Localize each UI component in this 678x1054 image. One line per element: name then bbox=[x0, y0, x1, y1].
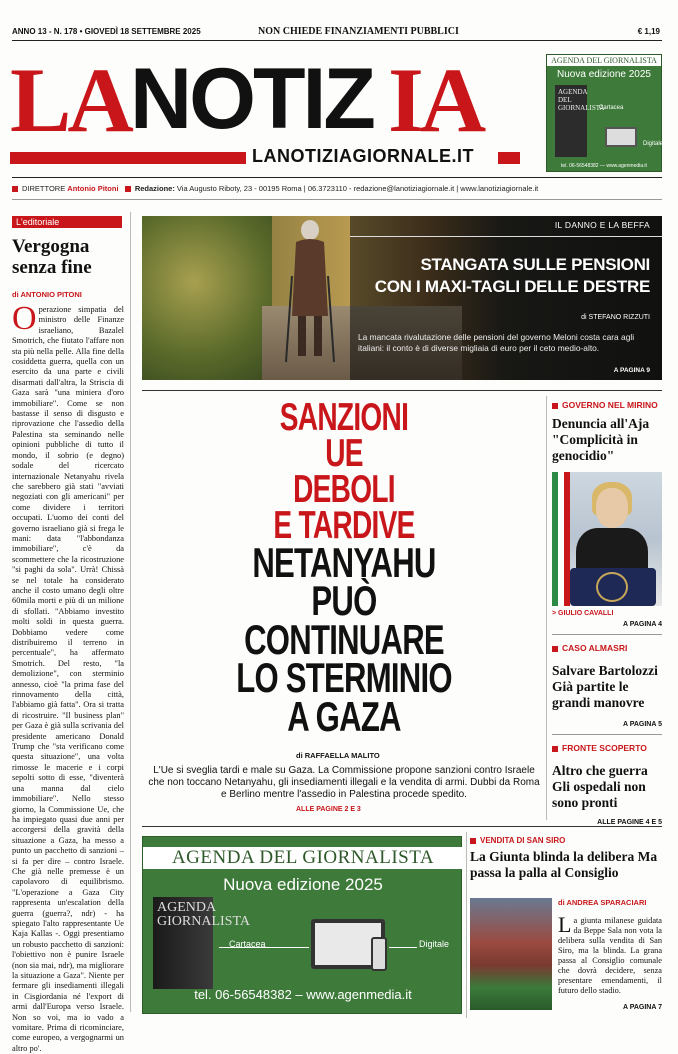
editorial-byline: di ANTONIO PITONI bbox=[12, 290, 82, 299]
editorial-dropcap: O bbox=[12, 300, 37, 337]
right-title-3[interactable]: Altro che guerra Gli ospedali non sono pronti bbox=[552, 763, 648, 810]
right-page-1: A PAGINA 4 bbox=[622, 621, 662, 628]
lead-rule bbox=[142, 390, 662, 391]
italian-flag-image bbox=[552, 472, 570, 606]
right-tag-1: GOVERNO NEL MIRINO bbox=[552, 400, 662, 410]
elderly-woman-image bbox=[282, 216, 338, 366]
ad-bottom-label-digital: Digitale bbox=[419, 939, 450, 949]
lead-title-line1: STANGATA SULLE PENSIONI bbox=[420, 255, 650, 274]
bottom-rule bbox=[142, 826, 662, 827]
sansiro-title[interactable]: La Giunta blinda la delibera Ma passa la palla al Consiglio bbox=[470, 849, 658, 880]
sansiro-tag: VENDITA DI SAN SIRO bbox=[470, 836, 662, 845]
ad-bottom-title: AGENDA DEL GIORNALISTA bbox=[143, 847, 463, 869]
seal-icon bbox=[596, 572, 628, 602]
ad-device-image bbox=[605, 127, 637, 147]
ad-bottom-book-image: AGENDA GIORNALISTA bbox=[153, 897, 213, 989]
ad-edition: Nuova edizione 2025 bbox=[557, 69, 651, 80]
lead-title-line2: CON I MAXI-TAGLI DELLE DESTRE bbox=[374, 277, 650, 296]
headline-red-1: SANZIONI bbox=[279, 396, 409, 439]
right-title-1[interactable]: Denuncia all'Aja "Complicità in genocidio" bbox=[552, 416, 650, 463]
right-column bbox=[552, 400, 662, 826]
info-rule bbox=[12, 199, 662, 200]
ad-agenda-bottom[interactable] bbox=[142, 836, 462, 1014]
info-bar bbox=[12, 184, 538, 193]
masthead-red-bar-end bbox=[498, 152, 520, 164]
ad-agenda-top[interactable] bbox=[546, 54, 662, 172]
main-page-ref: ALLE PAGINE 2 E 3 bbox=[296, 806, 361, 813]
lead-summary: La mancata rivalutazione delle pensioni del governo Meloni costa cara agli italiani: il conto è di diverse migliaia di euro per il ceto medio-alto. bbox=[358, 332, 635, 353]
square-icon bbox=[470, 838, 476, 844]
slogan: NON CHIEDE FINANZIAMENTI PUBBLICI bbox=[258, 26, 459, 37]
editorial-tag: L'editoriale bbox=[12, 216, 122, 228]
headline-black-4: LO STERMINIO bbox=[236, 654, 452, 702]
editorial-title[interactable]: Vergogna senza fine bbox=[12, 236, 92, 278]
ad-title: AGENDA DEL GIORNALISTA bbox=[547, 55, 661, 66]
headline-red-4: E TARDIVE bbox=[273, 503, 415, 547]
square-icon bbox=[552, 746, 558, 752]
masthead-red-bar bbox=[10, 152, 246, 164]
ad-contact: tel. 06-56548382 — www.agenmedia.it bbox=[561, 163, 647, 169]
right-title-2[interactable]: Salvare Bartolozzi Già partite le grandi manovre bbox=[552, 663, 658, 710]
lead-overlay bbox=[350, 216, 662, 380]
meloni-photo bbox=[552, 472, 662, 606]
main-summary: L'Ue si sveglia tardi e male su Gaza. La Commissione propone sanzioni contro Israele che non toccano Netanyahu, gli insediamenti illegali e la vendita di armi. Dubbi da Roma e Berlino mentre l'assedio in Palestina procede spedito. bbox=[148, 765, 540, 800]
editorial-body bbox=[12, 300, 124, 1053]
face-shape bbox=[596, 488, 628, 528]
sansiro-page-ref: A PAGINA 7 bbox=[622, 1004, 662, 1011]
ad-label-digital: Digitale bbox=[643, 141, 664, 147]
right-divider bbox=[546, 396, 547, 820]
masthead-url[interactable]: LANOTIZIAGIORNALE.IT bbox=[252, 146, 474, 166]
top-rule bbox=[12, 40, 662, 41]
square-icon bbox=[12, 186, 18, 192]
sansiro-story bbox=[470, 836, 662, 1024]
redaction-info[interactable]: Via Augusto Riboty, 23 - 00195 Roma | 06.3723110 - redazione@lanotiziagiornale.it | www.lanotiziagiornale.it bbox=[176, 184, 539, 193]
price: € 1,19 bbox=[637, 27, 660, 36]
lead-byline: di STEFANO RIZZUTI bbox=[581, 314, 650, 321]
ad-book-image: AGENDA DEL GIORNALISTA bbox=[555, 85, 587, 157]
redaction-label: Redazione: bbox=[134, 184, 175, 193]
lead-page-ref: A PAGINA 9 bbox=[613, 367, 650, 374]
masthead-ia: IA bbox=[388, 49, 483, 151]
right-rule bbox=[552, 634, 662, 635]
right-rule bbox=[552, 734, 662, 735]
director-label: DIRETTORE bbox=[22, 184, 66, 193]
bottom-divider bbox=[466, 832, 467, 1018]
square-icon bbox=[125, 186, 131, 192]
main-byline: di RAFFAELLA MALITO bbox=[296, 751, 380, 760]
sansiro-dropcap: L bbox=[558, 912, 572, 937]
tree-image bbox=[142, 216, 272, 380]
ad-bottom-edition: Nuova edizione 2025 bbox=[223, 875, 383, 894]
right-page-2: A PAGINA 5 bbox=[622, 721, 662, 728]
masthead-la: LA bbox=[10, 49, 130, 151]
lead-kicker-rule bbox=[350, 236, 662, 237]
main-headline[interactable] bbox=[142, 396, 546, 740]
ad-label-print: Cartacea bbox=[599, 105, 624, 111]
headline-red-3: DEBOLI bbox=[293, 467, 395, 511]
right-tag-3: FRONTE SCOPERTO bbox=[552, 743, 662, 753]
phone-icon bbox=[371, 937, 387, 971]
column-divider bbox=[130, 212, 131, 1012]
headline-black-1: NETANYAHU bbox=[252, 538, 436, 586]
director-name: Antonio Pitoni bbox=[67, 184, 119, 193]
lead-kicker: IL DANNO E LA BEFFA bbox=[554, 220, 650, 230]
sansiro-byline: di ANDREA SPARACIARI bbox=[558, 898, 647, 907]
headline-black-5: A GAZA bbox=[287, 693, 401, 740]
masthead-rule bbox=[12, 177, 662, 178]
masthead-notiz: NOTIZ bbox=[130, 51, 373, 147]
headline-black-3: CONTINUARE bbox=[244, 615, 444, 663]
ad-bottom-line bbox=[389, 947, 417, 948]
masthead[interactable] bbox=[10, 48, 520, 166]
ad-bottom-label-print: Cartacea bbox=[229, 939, 266, 949]
editorial-column bbox=[12, 212, 124, 1053]
headline-red-2: UE bbox=[325, 431, 363, 475]
issue-info: ANNO 13 - N. 178 • GIOVEDÌ 18 SETTEMBRE 2025 bbox=[12, 27, 201, 36]
sansiro-body: La giunta milanese guidata da Beppe Sala non vota la delibera sulla vendita di San Siro, ma la blinda. La grana passa al Consiglio comunale che dovrà decidere, senza presentare emendamenti, il futuro dello stadio. bbox=[558, 912, 662, 995]
square-icon bbox=[552, 403, 558, 409]
editorial-text: perazione simpatia del ministro delle Finanze israeliano, Bazalel Smotrich, che fiutato l'affare non sta più nella pelle. Alla fine della cosiddetta guerra, quella con un esercito da una parte e civili disarmati dall'altra, la Striscia di Gaza sarà "una miniera d'oro immobiliare". Come se non bastasse il senso di disgusto e riprovazione che l'assedio della Palestina sta seminando nelle opinioni pubbliche di tutto il mondo, il sobrio (e degno) sodale del ricercato internazionale Netanyahu rivela che sarebbero già stati "avviati negoziati con gli americani" per come dividere i territori occupati. L'uomo dei conti del governo israeliano già si frega le mani: data "l'abbondanza immobiliare", c'è da scommettere che la ricostruzione "si paghi da sola". Urrà! Chissà se nel totale ha considerato anche il costo umano degli oltre 60mila morti e più di un milione di sfollati. "Abbiamo investito molti soldi in questa guerra. Dobbiamo vedere come distribuiremo il terreno in percentuale", ha affermato Smotrich. Del resto, "la demolizione", con sterminio annesso, cioè "la prima fase del rinnovamento della città, l'abbiamo già fatta". Ora si tratta di ricostruire. "Il business plan" per Gaza è già sulla scrivania del presidente americano Donald Trump che "sta verificano come questa situazione", una volta rimosse le macerie e i corpi sepolti sotto di esse, "diventerà una manna dal cielo immobiliare". Nello stesso giorno, la Commissione Ue, che ha impiegato quasi due anni per accorgersi della gravità della situazione a Gaza, ha messo a punto un pacchetto di sanzioni – si fa per dire – contro Israele. Che già nelle premesse è un capolavoro di equilibrismo. "L'operazione a Gaza City rappresenta un'escalation della guerra (guerra?, ndr) - ha spiegato l'alto rappresentante Ue Kaja Kallas -. Oggi presentiamo un robusto pacchetto di sanzioni: l'obiettivo non è punire Israele (non sia mai, ndr), ma migliorare la situazione a Gaza". Niente per fermare gli insediamenti illegali in Cisgiordania né l'export di armi dall'Europa verso Israele. Non so voi, ma io vado a vomitare. Prima di ricominciare, come europeo, a vergognarmi un altro po'. bbox=[12, 305, 124, 1053]
stadium-image bbox=[470, 898, 552, 1010]
lead-title[interactable] bbox=[375, 254, 650, 298]
right-page-3: ALLE PAGINE 4 E 5 bbox=[597, 819, 662, 826]
right-author-1: > GIULIO CAVALLI bbox=[552, 610, 662, 617]
ad-bottom-contact: tel. 06-56548382 – www.agenmedia.it bbox=[194, 987, 412, 1002]
lead-photo-story[interactable] bbox=[142, 216, 662, 380]
right-tag-2: CASO ALMASRI bbox=[552, 643, 662, 653]
square-icon bbox=[552, 646, 558, 652]
headline-black-2: PUÒ bbox=[311, 577, 377, 625]
